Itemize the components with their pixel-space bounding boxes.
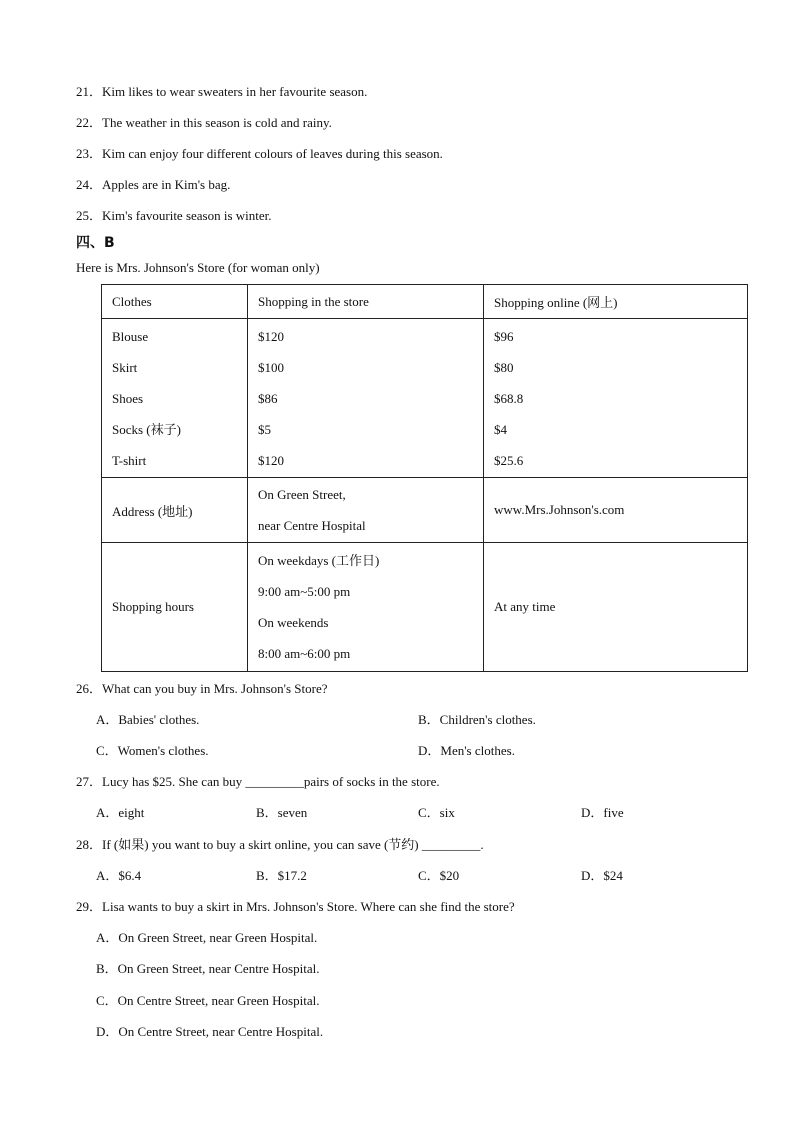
store-price: $86 <box>258 390 278 406</box>
statement-25: 25．Kim's favourite season is winter. <box>76 208 272 223</box>
hours-online: At any time <box>484 543 748 672</box>
question-29: 29．Lisa wants to buy a skirt in Mrs. Johnson's Store. Where can she find the store? <box>76 899 515 914</box>
hours-label: Shopping hours <box>102 543 248 672</box>
address-line: On Green Street, <box>258 487 346 502</box>
hours-line: 9:00 am~5:00 pm <box>258 584 351 599</box>
hours-line: On weekends <box>258 615 329 630</box>
option-27-c[interactable]: C．six <box>418 805 455 820</box>
item-socks: Socks (袜子) <box>112 421 181 437</box>
hours-line: On weekdays (工作日) <box>258 553 380 568</box>
option-29-d[interactable]: D．On Centre Street, near Centre Hospital. <box>96 1024 324 1039</box>
address-online: www.Mrs.Johnson's.com <box>484 478 748 543</box>
table-header-row <box>102 285 748 319</box>
option-27-a[interactable]: A．eight <box>96 805 145 820</box>
clothes-items <box>102 319 248 478</box>
online-prices <box>484 319 748 478</box>
option-26-b[interactable]: B．Children's clothes. <box>418 712 536 727</box>
option-26-c[interactable]: C．Women's clothes. <box>96 743 209 758</box>
store-price: $5 <box>258 421 271 437</box>
item-skirt: Skirt <box>112 359 138 375</box>
question-26: 26．What can you buy in Mrs. Johnson's Store? <box>76 681 328 696</box>
question-27: 27．Lucy has $25. She can buy _________pairs of socks in the store. <box>76 774 440 789</box>
table-row-clothes <box>102 319 748 478</box>
option-28-c[interactable]: C．$20 <box>418 868 460 883</box>
store-price: $120 <box>258 328 284 344</box>
statement-22: 22．The weather in this season is cold and rainy. <box>76 115 332 130</box>
online-price: $96 <box>494 328 514 344</box>
online-price: $68.8 <box>494 390 524 406</box>
statement-24: 24．Apples are in Kim's bag. <box>76 177 231 192</box>
table-row-address <box>102 478 748 543</box>
header-online: Shopping online (网上) <box>484 285 748 319</box>
option-29-a[interactable]: A．On Green Street, near Green Hospital. <box>96 930 318 945</box>
store-price: $120 <box>258 452 284 468</box>
question-28: 28．If (如果) you want to buy a skirt online, you can save (节约) _________. <box>76 837 484 852</box>
statement-21: 21．Kim likes to wear sweaters in her favourite season. <box>76 84 368 99</box>
option-27-b[interactable]: B．seven <box>256 805 308 820</box>
item-tshirt: T-shirt <box>112 452 147 468</box>
option-29-c[interactable]: C．On Centre Street, near Green Hospital. <box>96 993 320 1008</box>
header-clothes: Clothes <box>102 285 248 319</box>
item-shoes: Shoes <box>112 390 144 406</box>
store-price: $100 <box>258 359 284 375</box>
table-row-hours <box>102 543 748 672</box>
address-label: Address (地址) <box>102 478 248 543</box>
option-28-a[interactable]: A．$6.4 <box>96 868 142 883</box>
online-price: $25.6 <box>494 452 524 468</box>
statement-23: 23．Kim can enjoy four different colours of leaves during this season. <box>76 146 443 161</box>
option-26-d[interactable]: D．Men's clothes. <box>418 743 515 758</box>
header-store: Shopping in the store <box>248 285 484 319</box>
option-28-b[interactable]: B．$17.2 <box>256 868 307 883</box>
address-line: near Centre Hospital <box>258 518 366 533</box>
hours-store <box>248 543 484 672</box>
item-blouse: Blouse <box>112 328 149 344</box>
online-price: $4 <box>494 421 507 437</box>
option-27-d[interactable]: D．five <box>581 805 624 820</box>
option-29-b[interactable]: B．On Green Street, near Centre Hospital. <box>96 961 320 976</box>
hours-line: 8:00 am~6:00 pm <box>258 646 351 661</box>
section-intro: Here is Mrs. Johnson's Store (for woman only) <box>76 260 320 275</box>
option-26-a[interactable]: A．Babies' clothes. <box>96 712 200 727</box>
store-price-table <box>101 284 748 672</box>
store-prices <box>248 319 484 478</box>
section-heading: 四、B <box>76 235 115 251</box>
address-store <box>248 478 484 543</box>
option-28-d[interactable]: D．$24 <box>581 868 623 883</box>
online-price: $80 <box>494 359 514 375</box>
